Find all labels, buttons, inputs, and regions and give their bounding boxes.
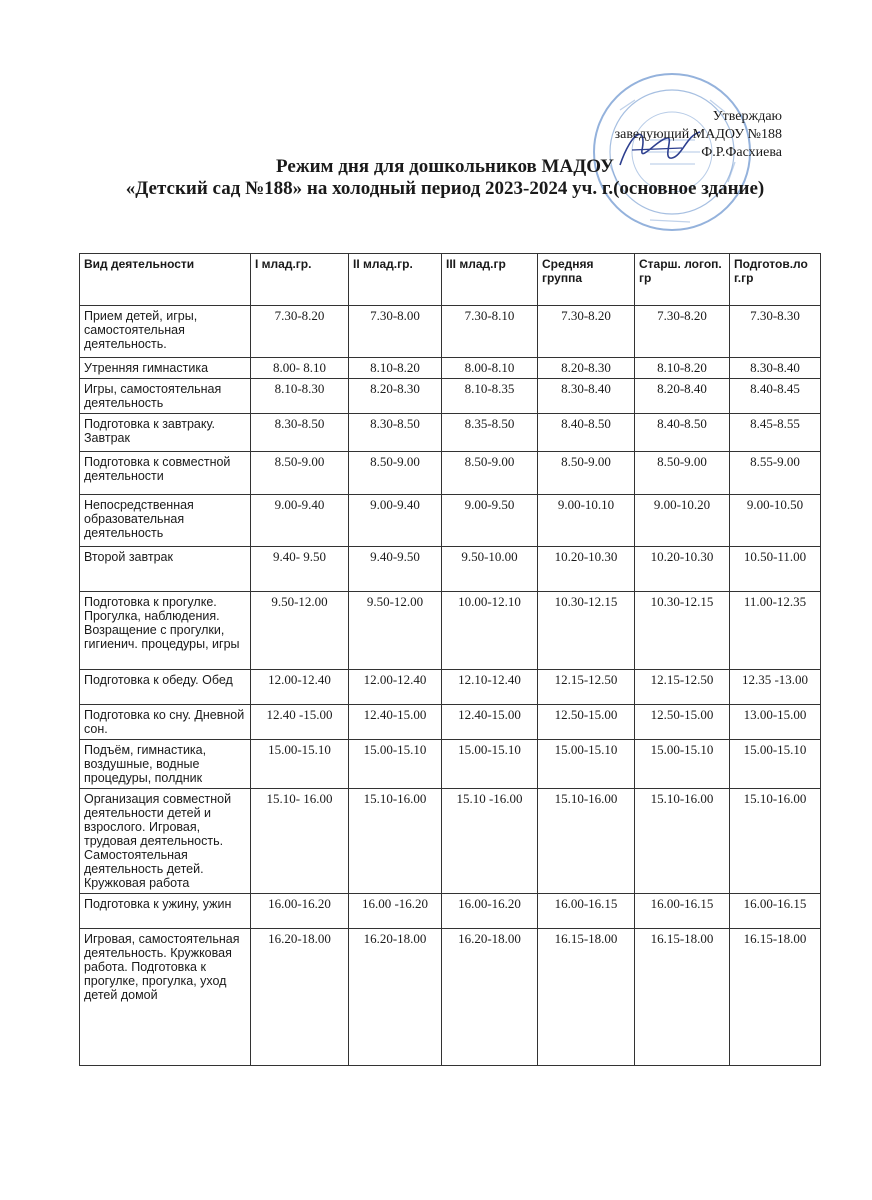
time-cell: 16.00-16.15 [730, 894, 821, 929]
activity-cell: Утренняя гимнастика [80, 358, 251, 379]
time-cell: 12.15-12.50 [538, 670, 635, 705]
time-cell: 16.20-18.00 [349, 929, 442, 1066]
col-header-prep: Подготов.ло г.гр [730, 254, 821, 306]
time-cell: 8.10-8.30 [251, 379, 349, 414]
time-cell: 8.40-8.50 [635, 414, 730, 452]
time-cell: 15.00-15.10 [730, 740, 821, 789]
table-row [80, 789, 821, 894]
time-cell: 10.50-11.00 [730, 547, 821, 592]
time-cell: 15.10-16.00 [730, 789, 821, 894]
time-cell: 16.20-18.00 [442, 929, 538, 1066]
table-row [80, 306, 821, 358]
time-cell: 13.00-15.00 [730, 705, 821, 740]
time-cell: 16.00-16.15 [635, 894, 730, 929]
time-cell: 16.00-16.20 [442, 894, 538, 929]
approval-line1: Утверждаю [712, 109, 782, 124]
time-cell: 8.30-8.50 [349, 414, 442, 452]
time-cell: 7.30-8.00 [349, 306, 442, 358]
time-cell: 8.55-9.00 [730, 452, 821, 495]
title-line2: «Детский сад №188» на холодный период 2023-2024 уч. г.(основное здание) [125, 178, 765, 199]
time-cell: 8.40-8.45 [730, 379, 821, 414]
time-cell: 9.00-9.40 [349, 495, 442, 547]
page-title [60, 156, 830, 200]
table-row [80, 592, 821, 670]
table-row [80, 452, 821, 495]
time-cell: 15.10-16.00 [635, 789, 730, 894]
activity-cell: Игры, самостоятельная деятельность [80, 379, 251, 414]
table-row [80, 705, 821, 740]
time-cell: 9.50-12.00 [251, 592, 349, 670]
table-header-row [80, 254, 821, 306]
col-header-group3: III млад.гр [442, 254, 538, 306]
time-cell: 7.30-8.20 [635, 306, 730, 358]
time-cell: 15.00-15.10 [251, 740, 349, 789]
table-row [80, 414, 821, 452]
activity-cell: Подъём, гимнастика, воздушные, водные процедуры, полдник [80, 740, 251, 789]
activity-cell: Подготовка к совместной деятельности [80, 452, 251, 495]
activity-cell: Подготовка к обеду. Обед [80, 670, 251, 705]
time-cell: 8.50-9.00 [635, 452, 730, 495]
time-cell: 8.30-8.40 [730, 358, 821, 379]
approval-line2: заведующий МАДОУ №188 [614, 127, 782, 142]
col-header-group2: II млад.гр. [349, 254, 442, 306]
time-cell: 16.00-16.20 [251, 894, 349, 929]
activity-cell: Второй завтрак [80, 547, 251, 592]
time-cell: 15.10 -16.00 [442, 789, 538, 894]
col-header-middle: Средняя группа [538, 254, 635, 306]
activity-cell: Прием детей, игры, самостоятельная деятельность. [80, 306, 251, 358]
activity-cell: Подготовка к прогулке. Прогулка, наблюдения. Возращение с прогулки, гигиенич. процедуры, игры [80, 592, 251, 670]
time-cell: 12.35 -13.00 [730, 670, 821, 705]
time-cell: 8.20-8.40 [635, 379, 730, 414]
time-cell: 16.15-18.00 [730, 929, 821, 1066]
table-row [80, 929, 821, 1066]
time-cell: 12.50-15.00 [635, 705, 730, 740]
time-cell: 8.45-8.55 [730, 414, 821, 452]
time-cell: 15.00-15.10 [538, 740, 635, 789]
table-row [80, 670, 821, 705]
time-cell: 15.00-15.10 [635, 740, 730, 789]
table-row [80, 894, 821, 929]
time-cell: 9.50-12.00 [349, 592, 442, 670]
time-cell: 9.00-9.40 [251, 495, 349, 547]
time-cell: 8.10-8.20 [349, 358, 442, 379]
time-cell: 7.30-8.20 [251, 306, 349, 358]
time-cell: 16.20-18.00 [251, 929, 349, 1066]
time-cell: 15.10-16.00 [538, 789, 635, 894]
table-row [80, 358, 821, 379]
time-cell: 8.10-8.35 [442, 379, 538, 414]
time-cell: 15.10- 16.00 [251, 789, 349, 894]
time-cell: 8.10-8.20 [635, 358, 730, 379]
col-header-group1: I млад.гр. [251, 254, 349, 306]
activity-cell: Подготовка к завтраку. Завтрак [80, 414, 251, 452]
time-cell: 8.00-8.10 [442, 358, 538, 379]
activity-cell: Организация совместной деятельности детей и взрослого. Игровая, трудовая деятельность. Самостоятельная деятельность детей. Кружковая работа [80, 789, 251, 894]
time-cell: 9.00-10.20 [635, 495, 730, 547]
time-cell: 10.20-10.30 [538, 547, 635, 592]
time-cell: 8.50-9.00 [251, 452, 349, 495]
time-cell: 8.50-9.00 [349, 452, 442, 495]
col-header-activity: Вид деятельности [80, 254, 251, 306]
time-cell: 12.00-12.40 [349, 670, 442, 705]
activity-cell: Игровая, самостоятельная деятельность. Кружковая работа. Подготовка к прогулке, прогулка, уход детей домой [80, 929, 251, 1066]
time-cell: 7.30-8.10 [442, 306, 538, 358]
time-cell: 9.00-10.10 [538, 495, 635, 547]
table-row [80, 495, 821, 547]
time-cell: 12.15-12.50 [635, 670, 730, 705]
activity-cell: Подготовка ко сну. Дневной сон. [80, 705, 251, 740]
time-cell: 12.40-15.00 [349, 705, 442, 740]
time-cell: 8.30-8.40 [538, 379, 635, 414]
time-cell: 16.00-16.15 [538, 894, 635, 929]
table-row [80, 547, 821, 592]
time-cell: 8.50-9.00 [442, 452, 538, 495]
time-cell: 16.15-18.00 [635, 929, 730, 1066]
time-cell: 9.40-9.50 [349, 547, 442, 592]
time-cell: 9.00-9.50 [442, 495, 538, 547]
time-cell: 12.40-15.00 [442, 705, 538, 740]
table-row [80, 379, 821, 414]
time-cell: 9.00-10.50 [730, 495, 821, 547]
time-cell: 12.00-12.40 [251, 670, 349, 705]
time-cell: 8.20-8.30 [538, 358, 635, 379]
time-cell: 10.00-12.10 [442, 592, 538, 670]
time-cell: 7.30-8.20 [538, 306, 635, 358]
time-cell: 12.40 -15.00 [251, 705, 349, 740]
time-cell: 16.15-18.00 [538, 929, 635, 1066]
schedule-table [79, 253, 821, 1066]
time-cell: 15.10-16.00 [349, 789, 442, 894]
time-cell: 9.40- 9.50 [251, 547, 349, 592]
approval-line3: Ф.Р.Фасхиева [701, 145, 782, 160]
time-cell: 16.00 -16.20 [349, 894, 442, 929]
time-cell: 8.20-8.30 [349, 379, 442, 414]
title-line1: Режим дня для дошкольников МАДОУ [276, 156, 614, 177]
time-cell: 15.00-15.10 [349, 740, 442, 789]
time-cell: 8.00- 8.10 [251, 358, 349, 379]
time-cell: 12.50-15.00 [538, 705, 635, 740]
time-cell: 8.40-8.50 [538, 414, 635, 452]
time-cell: 7.30-8.30 [730, 306, 821, 358]
time-cell: 10.20-10.30 [635, 547, 730, 592]
time-cell: 8.35-8.50 [442, 414, 538, 452]
time-cell: 12.10-12.40 [442, 670, 538, 705]
time-cell: 8.30-8.50 [251, 414, 349, 452]
col-header-senior: Старш. логоп. гр [635, 254, 730, 306]
time-cell: 10.30-12.15 [538, 592, 635, 670]
activity-cell: Непосредственная образовательная деятельность [80, 495, 251, 547]
activity-cell: Подготовка к ужину, ужин [80, 894, 251, 929]
approval-block [615, 108, 782, 162]
table-row [80, 740, 821, 789]
time-cell: 10.30-12.15 [635, 592, 730, 670]
time-cell: 8.50-9.00 [538, 452, 635, 495]
time-cell: 9.50-10.00 [442, 547, 538, 592]
time-cell: 15.00-15.10 [442, 740, 538, 789]
time-cell: 11.00-12.35 [730, 592, 821, 670]
